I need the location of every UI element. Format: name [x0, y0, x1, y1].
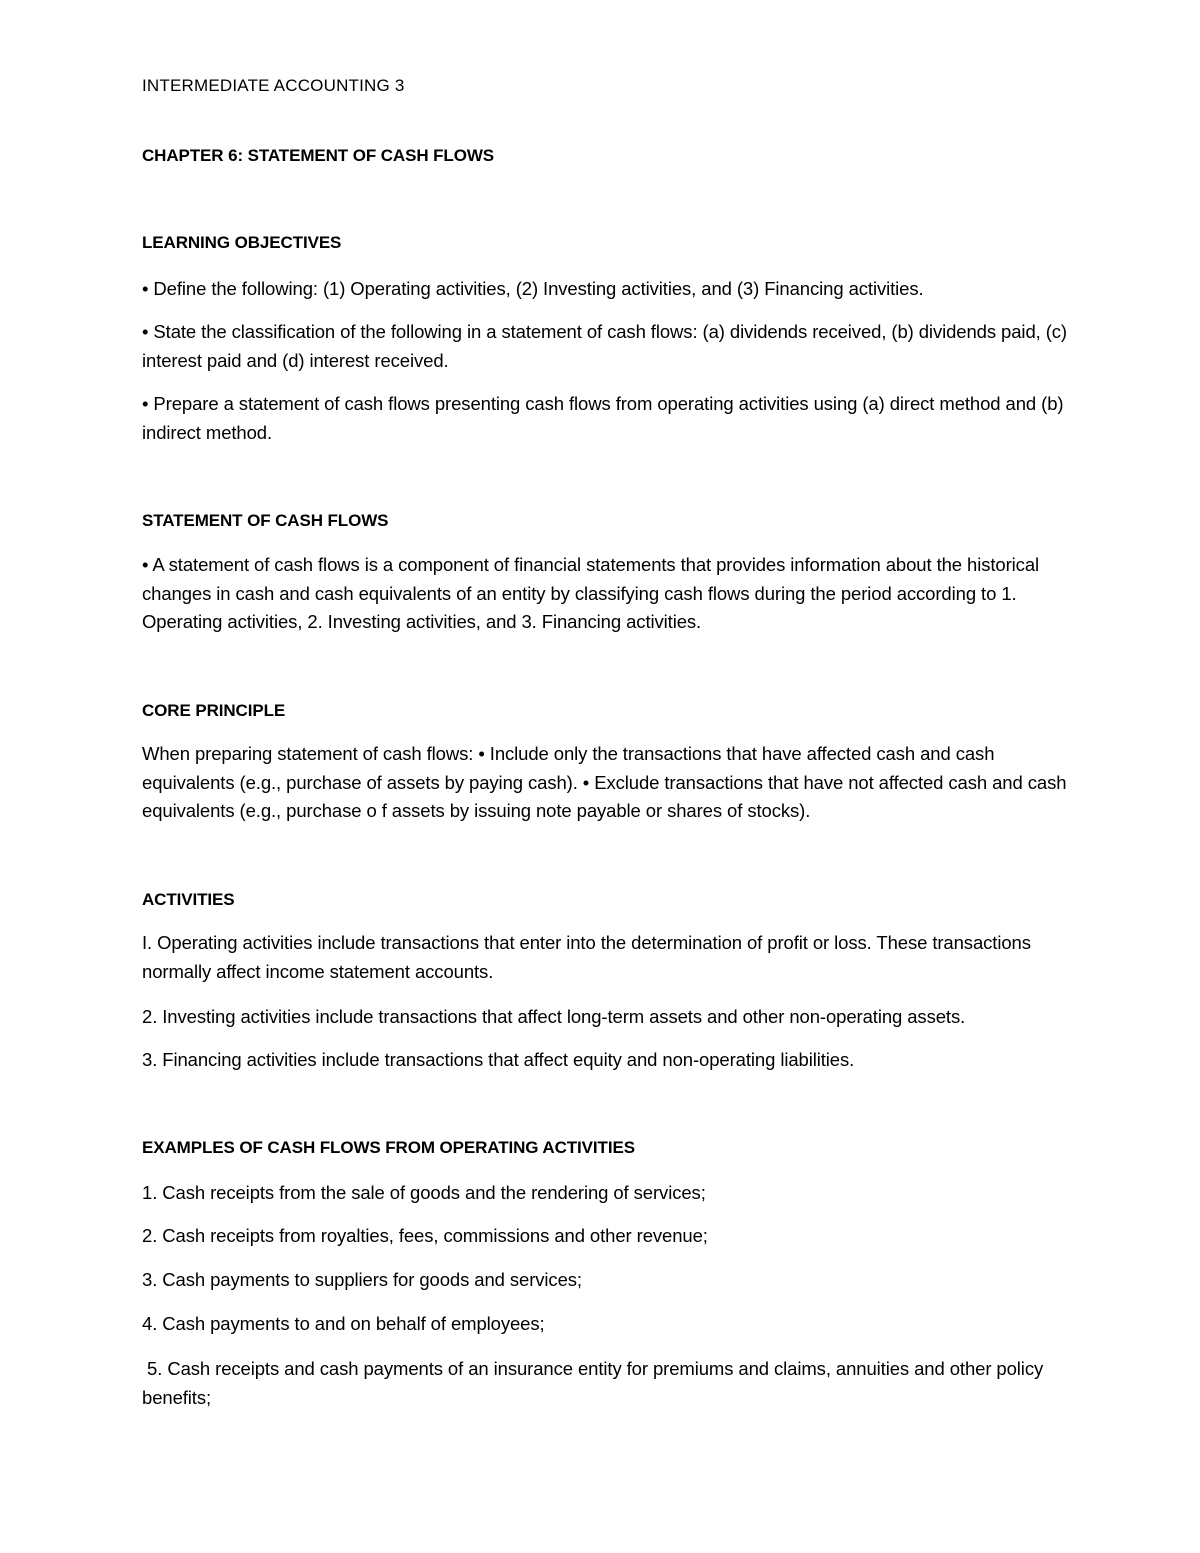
operating-example-item: 5. Cash receipts and cash payments of an insurance entity for premiums and claims, annuities and other policy benefits; — [142, 1358, 1049, 1408]
objective-item: • Prepare a statement of cash flows presenting cash flows from operating activities using (a) direct method and (b) indirect method. — [142, 393, 1064, 443]
operating-example-item: 3. Cash payments to suppliers for goods and services; — [142, 1269, 582, 1290]
objective-item: • State the classification of the following in a statement of cash flows: (a) dividends received, (b) dividends paid, (c) interest paid and (d) interest received. — [142, 321, 1067, 371]
learning-objectives-heading: LEARNING OBJECTIVES — [142, 233, 342, 252]
statement-paragraph: • A statement of cash flows is a component of financial statements that provides information about the historical changes in cash and cash equivalents of an entity by classifying cash flows during the period according to 1. Operating activities, 2. Investing activities, and 3. Financing activities. — [142, 554, 1040, 632]
operating-example-item: 4. Cash payments to and on behalf of employees; — [142, 1313, 545, 1334]
activity-item: 2. Investing activities include transactions that affect long-term assets and other non-operating assets. — [142, 1006, 966, 1027]
core-principle-paragraph: When preparing statement of cash flows: • Include only the transactions that have affected cash and cash equivalents (e.g., purchase of assets by paying cash). • Exclude transactions that have not affected cash and cash equivalents (e.g., purchase o f assets by issuing note payable or shares of stocks). — [142, 743, 1067, 821]
statement-heading: STATEMENT OF CASH FLOWS — [142, 511, 389, 530]
course-header: INTERMEDIATE ACCOUNTING 3 — [142, 76, 405, 95]
activity-item: 3. Financing activities include transactions that affect equity and non-operating liabilities. — [142, 1049, 855, 1070]
objective-item: • Define the following: (1) Operating activities, (2) Investing activities, and (3) Financing activities. — [142, 278, 924, 299]
activities-heading: ACTIVITIES — [142, 890, 235, 909]
operating-examples-heading: EXAMPLES OF CASH FLOWS FROM OPERATING ACTIVITIES — [142, 1138, 635, 1157]
core-principle-heading: CORE PRINCIPLE — [142, 701, 286, 720]
operating-example-item: 1. Cash receipts from the sale of goods and the rendering of services; — [142, 1182, 706, 1203]
activity-item: I. Operating activities include transactions that enter into the determination of profit or loss. These transactions normally affect income statement accounts. — [142, 932, 1031, 982]
chapter-title: CHAPTER 6: STATEMENT OF CASH FLOWS — [142, 146, 495, 165]
operating-example-item: 2. Cash receipts from royalties, fees, commissions and other revenue; — [142, 1225, 708, 1246]
